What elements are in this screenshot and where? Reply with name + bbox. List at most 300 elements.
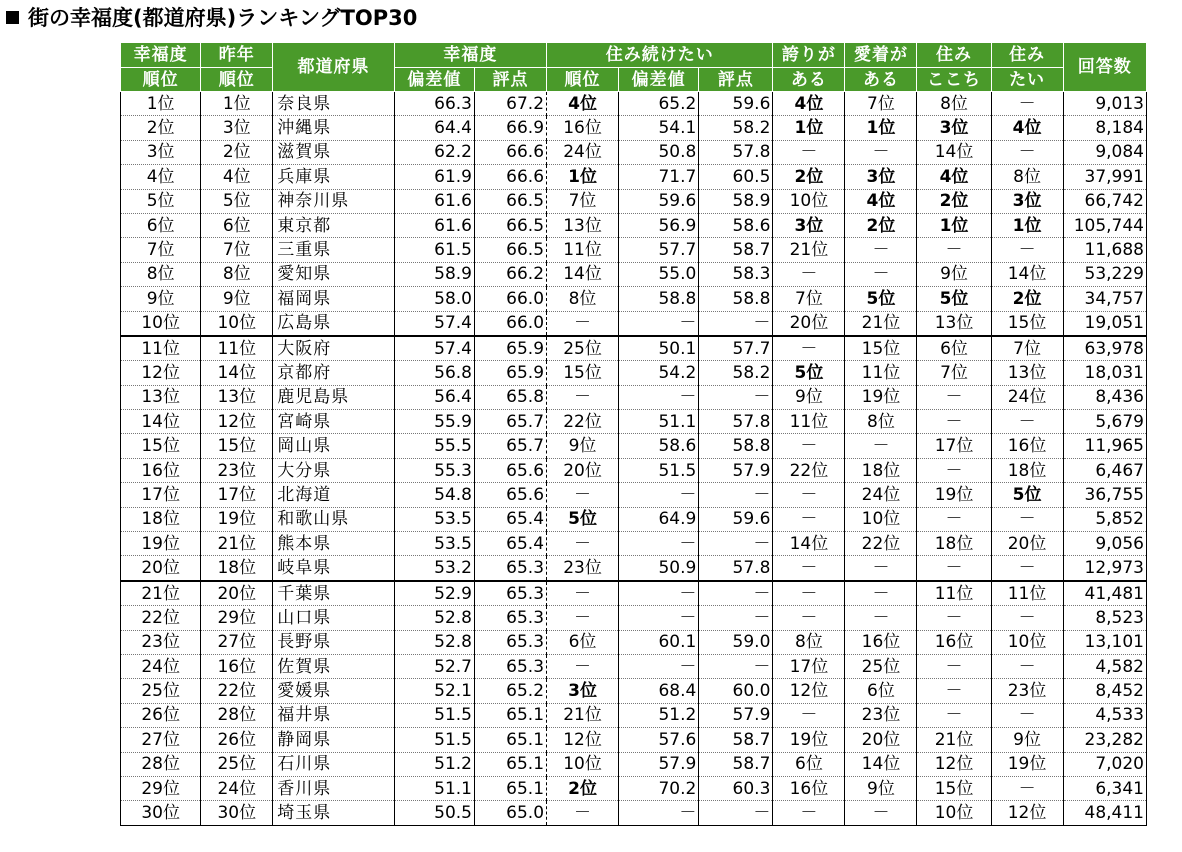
cell-comfort-rank: 6位 [917,336,991,361]
cell-attach-rank: 4位 [845,189,917,213]
cell-happy-dev: 58.0 [394,287,474,311]
cell-prev-rank: 7位 [201,238,273,262]
cell-comfort-rank: － [917,679,991,703]
cell-attach-rank: 3位 [845,165,917,189]
cell-comfort-rank: － [917,507,991,531]
cell-prev-rank: 20位 [201,581,273,606]
cell-prev-rank: 9位 [201,287,273,311]
cell-rank: 26位 [121,703,201,727]
cell-happy-score: 66.5 [474,189,546,213]
cell-prev-rank: 26位 [201,728,273,752]
cell-comfort-rank: － [917,703,991,727]
cell-rank: 19位 [121,532,201,556]
cell-happy-dev: 53.2 [394,556,474,581]
cell-live-dev: 50.1 [619,336,699,361]
cell-prefecture: 北海道 [273,483,394,507]
cell-happy-score: 65.4 [474,507,546,531]
cell-prev-rank: 10位 [201,311,273,336]
cell-pride-rank: － [773,507,845,531]
cell-rank: 1位 [121,92,201,116]
cell-happy-score: 65.6 [474,483,546,507]
cell-prev-rank: 4位 [201,165,273,189]
table-row [121,581,1147,606]
cell-live-rank: 24位 [547,140,619,164]
header-live: 住み続けたい [547,43,773,68]
cell-happy-dev: 52.8 [394,606,474,630]
cell-want-rank: 24位 [991,385,1063,409]
cell-live-score: － [699,581,773,606]
cell-happy-score: 65.0 [474,801,546,825]
cell-rank: 22位 [121,606,201,630]
cell-happy-score: 65.7 [474,410,546,434]
cell-live-score: 58.9 [699,189,773,213]
cell-prev-rank: 18位 [201,556,273,581]
cell-live-rank: 3位 [547,679,619,703]
cell-pride-rank: － [773,336,845,361]
cell-rank: 28位 [121,752,201,776]
cell-live-rank: 6位 [547,630,619,654]
header-attach-sub: ある [845,68,917,92]
cell-pride-rank: 6位 [773,752,845,776]
cell-rank: 25位 [121,679,201,703]
cell-live-score: 58.8 [699,434,773,458]
cell-answer-count: 12,973 [1063,556,1146,581]
cell-live-rank: － [547,801,619,825]
cell-live-score: 57.8 [699,410,773,434]
cell-live-score: － [699,801,773,825]
cell-attach-rank: 7位 [845,92,917,116]
cell-prefecture: 大分県 [273,458,394,482]
cell-happy-dev: 52.8 [394,630,474,654]
cell-prefecture: 沖縄県 [273,116,394,140]
cell-live-rank: － [547,483,619,507]
cell-live-dev: 51.5 [619,458,699,482]
cell-happy-dev: 61.6 [394,213,474,237]
cell-prefecture: 奈良県 [273,92,394,116]
cell-pride-rank: 5位 [773,361,845,385]
cell-live-rank: 13位 [547,213,619,237]
cell-want-rank: 23位 [991,679,1063,703]
cell-live-score: 60.3 [699,776,773,800]
cell-rank: 10位 [121,311,201,336]
cell-happy-dev: 55.5 [394,434,474,458]
cell-want-rank: 8位 [991,165,1063,189]
cell-live-dev: 64.9 [619,507,699,531]
cell-live-rank: 5位 [547,507,619,531]
cell-answer-count: 8,184 [1063,116,1146,140]
table-row [121,116,1147,140]
cell-answer-count: 11,688 [1063,238,1146,262]
cell-comfort-rank: － [917,556,991,581]
cell-pride-rank: － [773,581,845,606]
cell-answer-count: 23,282 [1063,728,1146,752]
cell-prev-rank: 14位 [201,361,273,385]
cell-live-score: － [699,606,773,630]
cell-answer-count: 6,467 [1063,458,1146,482]
cell-prev-rank: 5位 [201,189,273,213]
cell-happy-score: 66.6 [474,140,546,164]
cell-want-rank: 5位 [991,483,1063,507]
cell-prev-rank: 23位 [201,458,273,482]
cell-want-rank: 19位 [991,752,1063,776]
cell-prev-rank: 27位 [201,630,273,654]
cell-comfort-rank: － [917,410,991,434]
cell-want-rank: － [991,703,1063,727]
cell-answer-count: 11,965 [1063,434,1146,458]
cell-answer-count: 63,978 [1063,336,1146,361]
header-live-rank: 順位 [547,68,619,92]
cell-attach-rank: 2位 [845,213,917,237]
header-want: 住み [991,43,1063,68]
cell-pride-rank: 20位 [773,311,845,336]
cell-live-score: 59.0 [699,630,773,654]
cell-happy-dev: 56.4 [394,385,474,409]
cell-live-rank: 2位 [547,776,619,800]
cell-happy-dev: 55.9 [394,410,474,434]
cell-want-rank: － [991,606,1063,630]
cell-prev-rank: 6位 [201,213,273,237]
cell-live-dev: 57.6 [619,728,699,752]
table-row [121,189,1147,213]
cell-prefecture: 石川県 [273,752,394,776]
cell-rank: 23位 [121,630,201,654]
cell-pride-rank: 11位 [773,410,845,434]
table-row [121,311,1147,336]
cell-prefecture: 福井県 [273,703,394,727]
cell-live-dev: 55.0 [619,262,699,286]
cell-answer-count: 36,755 [1063,483,1146,507]
header-comfort-sub: ここち [917,68,991,92]
cell-prev-rank: 25位 [201,752,273,776]
table-row [121,776,1147,800]
cell-answer-count: 5,679 [1063,410,1146,434]
header-prev-sub: 順位 [201,68,273,92]
cell-live-dev: 51.2 [619,703,699,727]
square-bullet-icon [6,11,19,24]
cell-comfort-rank: 4位 [917,165,991,189]
cell-pride-rank: 17位 [773,654,845,678]
cell-happy-score: 65.3 [474,581,546,606]
header-pref: 都道府県 [273,43,394,92]
cell-prev-rank: 2位 [201,140,273,164]
cell-happy-score: 65.9 [474,336,546,361]
cell-happy-score: 65.3 [474,606,546,630]
cell-live-dev: － [619,654,699,678]
table-row [121,458,1147,482]
cell-want-rank: － [991,140,1063,164]
cell-comfort-rank: 15位 [917,776,991,800]
cell-live-dev: 68.4 [619,679,699,703]
cell-want-rank: － [991,92,1063,116]
cell-live-dev: － [619,801,699,825]
cell-attach-rank: 6位 [845,679,917,703]
cell-answer-count: 4,533 [1063,703,1146,727]
cell-live-rank: 10位 [547,752,619,776]
cell-pride-rank: 10位 [773,189,845,213]
cell-happy-dev: 57.4 [394,336,474,361]
table-row [121,165,1147,189]
cell-want-rank: 1位 [991,213,1063,237]
cell-answer-count: 66,742 [1063,189,1146,213]
header-comfort: 住み [917,43,991,68]
cell-answer-count: 9,013 [1063,92,1146,116]
cell-live-score: 58.6 [699,213,773,237]
cell-happy-dev: 54.8 [394,483,474,507]
header-pride: 誇りが [773,43,845,68]
cell-happy-dev: 57.4 [394,311,474,336]
cell-rank: 9位 [121,287,201,311]
cell-comfort-rank: 18位 [917,532,991,556]
table-row [121,532,1147,556]
header-happy-score: 評点 [474,68,546,92]
cell-comfort-rank: 2位 [917,189,991,213]
cell-answer-count: 8,523 [1063,606,1146,630]
cell-live-score: 58.7 [699,728,773,752]
cell-live-score: 57.7 [699,336,773,361]
cell-prefecture: 長野県 [273,630,394,654]
cell-prev-rank: 30位 [201,801,273,825]
cell-happy-score: 65.3 [474,654,546,678]
cell-happy-score: 66.6 [474,165,546,189]
cell-rank: 4位 [121,165,201,189]
cell-answer-count: 105,744 [1063,213,1146,237]
cell-want-rank: 9位 [991,728,1063,752]
cell-attach-rank: 8位 [845,410,917,434]
cell-live-rank: 7位 [547,189,619,213]
cell-pride-rank: － [773,140,845,164]
cell-live-dev: 51.1 [619,410,699,434]
cell-live-score: 60.5 [699,165,773,189]
cell-want-rank: 4位 [991,116,1063,140]
cell-happy-dev: 56.8 [394,361,474,385]
cell-pride-rank: 14位 [773,532,845,556]
cell-prev-rank: 13位 [201,385,273,409]
cell-prefecture: 山口県 [273,606,394,630]
header-happy-dev: 偏差値 [394,68,474,92]
cell-live-rank: 1位 [547,165,619,189]
cell-pride-rank: 7位 [773,287,845,311]
cell-attach-rank: － [845,434,917,458]
cell-prefecture: 熊本県 [273,532,394,556]
cell-rank: 27位 [121,728,201,752]
table-row [121,654,1147,678]
cell-want-rank: 20位 [991,532,1063,556]
cell-live-rank: 22位 [547,410,619,434]
cell-happy-score: 66.0 [474,311,546,336]
cell-prefecture: 広島県 [273,311,394,336]
cell-prefecture: 鹿児島県 [273,385,394,409]
ranking-table [120,42,1147,826]
header-answers: 回答数 [1063,43,1146,92]
cell-comfort-rank: 5位 [917,287,991,311]
cell-prefecture: 福岡県 [273,287,394,311]
cell-prev-rank: 1位 [201,92,273,116]
cell-happy-score: 65.1 [474,703,546,727]
cell-comfort-rank: 7位 [917,361,991,385]
cell-prefecture: 静岡県 [273,728,394,752]
cell-attach-rank: － [845,556,917,581]
table-row [121,361,1147,385]
cell-attach-rank: 23位 [845,703,917,727]
cell-happy-dev: 50.5 [394,801,474,825]
table-row [121,238,1147,262]
cell-want-rank: 3位 [991,189,1063,213]
cell-rank: 2位 [121,116,201,140]
cell-prefecture: 香川県 [273,776,394,800]
cell-live-rank: 8位 [547,287,619,311]
cell-prev-rank: 22位 [201,679,273,703]
cell-live-dev: 57.9 [619,752,699,776]
cell-prev-rank: 15位 [201,434,273,458]
table-body [121,92,1147,826]
cell-live-rank: 4位 [547,92,619,116]
cell-prefecture: 佐賀県 [273,654,394,678]
cell-live-dev: 71.7 [619,165,699,189]
table-row [121,728,1147,752]
cell-live-dev: 60.1 [619,630,699,654]
header-pride-sub: ある [773,68,845,92]
cell-live-rank: 11位 [547,238,619,262]
cell-attach-rank: 18位 [845,458,917,482]
cell-happy-dev: 51.5 [394,728,474,752]
cell-live-score: 57.8 [699,556,773,581]
cell-happy-dev: 61.9 [394,165,474,189]
cell-pride-rank: 19位 [773,728,845,752]
cell-happy-dev: 66.3 [394,92,474,116]
cell-happy-dev: 64.4 [394,116,474,140]
header-prev: 昨年 [201,43,273,68]
cell-rank: 12位 [121,361,201,385]
cell-live-score: 58.2 [699,116,773,140]
cell-pride-rank: － [773,703,845,727]
cell-live-score: － [699,483,773,507]
cell-live-score: － [699,311,773,336]
cell-happy-dev: 52.9 [394,581,474,606]
cell-live-dev: 54.1 [619,116,699,140]
cell-live-dev: 57.7 [619,238,699,262]
table-row [121,213,1147,237]
cell-live-score: 58.7 [699,752,773,776]
cell-pride-rank: － [773,483,845,507]
cell-answer-count: 8,436 [1063,385,1146,409]
cell-happy-dev: 53.5 [394,532,474,556]
cell-live-dev: 50.9 [619,556,699,581]
cell-attach-rank: 22位 [845,532,917,556]
cell-prefecture: 宮崎県 [273,410,394,434]
cell-prefecture: 埼玉県 [273,801,394,825]
cell-prefecture: 千葉県 [273,581,394,606]
cell-want-rank: － [991,556,1063,581]
cell-want-rank: － [991,776,1063,800]
cell-happy-score: 65.1 [474,728,546,752]
cell-live-dev: 59.6 [619,189,699,213]
cell-rank: 16位 [121,458,201,482]
cell-live-score: 59.6 [699,92,773,116]
cell-live-rank: － [547,606,619,630]
cell-attach-rank: 15位 [845,336,917,361]
cell-answer-count: 18,031 [1063,361,1146,385]
cell-pride-rank: － [773,262,845,286]
cell-rank: 15位 [121,434,201,458]
cell-want-rank: － [991,507,1063,531]
cell-live-score: 60.0 [699,679,773,703]
cell-live-score: 57.9 [699,458,773,482]
cell-live-rank: 21位 [547,703,619,727]
cell-pride-rank: 22位 [773,458,845,482]
cell-happy-score: 66.9 [474,116,546,140]
cell-comfort-rank: 10位 [917,801,991,825]
table-row [121,92,1147,116]
cell-pride-rank: 16位 [773,776,845,800]
cell-happy-score: 65.1 [474,752,546,776]
cell-pride-rank: 12位 [773,679,845,703]
cell-happy-dev: 61.6 [394,189,474,213]
cell-live-dev: － [619,532,699,556]
cell-attach-rank: 5位 [845,287,917,311]
cell-live-rank: 15位 [547,361,619,385]
cell-pride-rank: － [773,556,845,581]
cell-happy-dev: 62.2 [394,140,474,164]
cell-rank: 8位 [121,262,201,286]
cell-want-rank: 7位 [991,336,1063,361]
cell-happy-score: 65.9 [474,361,546,385]
cell-live-score: 58.3 [699,262,773,286]
cell-comfort-rank: 17位 [917,434,991,458]
cell-prefecture: 岐阜県 [273,556,394,581]
cell-happy-dev: 52.7 [394,654,474,678]
header-rank: 幸福度 [121,43,201,68]
header-happy: 幸福度 [394,43,546,68]
cell-comfort-rank: 13位 [917,311,991,336]
cell-comfort-rank: － [917,458,991,482]
cell-rank: 24位 [121,654,201,678]
cell-answer-count: 53,229 [1063,262,1146,286]
cell-prefecture: 三重県 [273,238,394,262]
cell-attach-rank: 24位 [845,483,917,507]
cell-comfort-rank: 9位 [917,262,991,286]
cell-want-rank: 13位 [991,361,1063,385]
cell-comfort-rank: 21位 [917,728,991,752]
cell-comfort-rank: － [917,385,991,409]
cell-comfort-rank: 19位 [917,483,991,507]
cell-prefecture: 京都府 [273,361,394,385]
cell-happy-score: 66.2 [474,262,546,286]
cell-attach-rank: － [845,581,917,606]
cell-attach-rank: 16位 [845,630,917,654]
cell-answer-count: 6,341 [1063,776,1146,800]
cell-live-dev: 50.8 [619,140,699,164]
cell-prefecture: 愛知県 [273,262,394,286]
table-row [121,483,1147,507]
cell-live-score: － [699,532,773,556]
cell-rank: 3位 [121,140,201,164]
cell-pride-rank: － [773,606,845,630]
cell-attach-rank: － [845,262,917,286]
cell-live-rank: － [547,311,619,336]
page-title [6,3,417,33]
cell-happy-dev: 55.3 [394,458,474,482]
table-row [121,801,1147,825]
cell-prev-rank: 28位 [201,703,273,727]
cell-live-dev: 58.6 [619,434,699,458]
cell-want-rank: － [991,238,1063,262]
table-row [121,679,1147,703]
header-live-score: 評点 [699,68,773,92]
cell-happy-score: 65.7 [474,434,546,458]
cell-live-rank: － [547,385,619,409]
cell-live-score: 57.9 [699,703,773,727]
cell-happy-score: 67.2 [474,92,546,116]
